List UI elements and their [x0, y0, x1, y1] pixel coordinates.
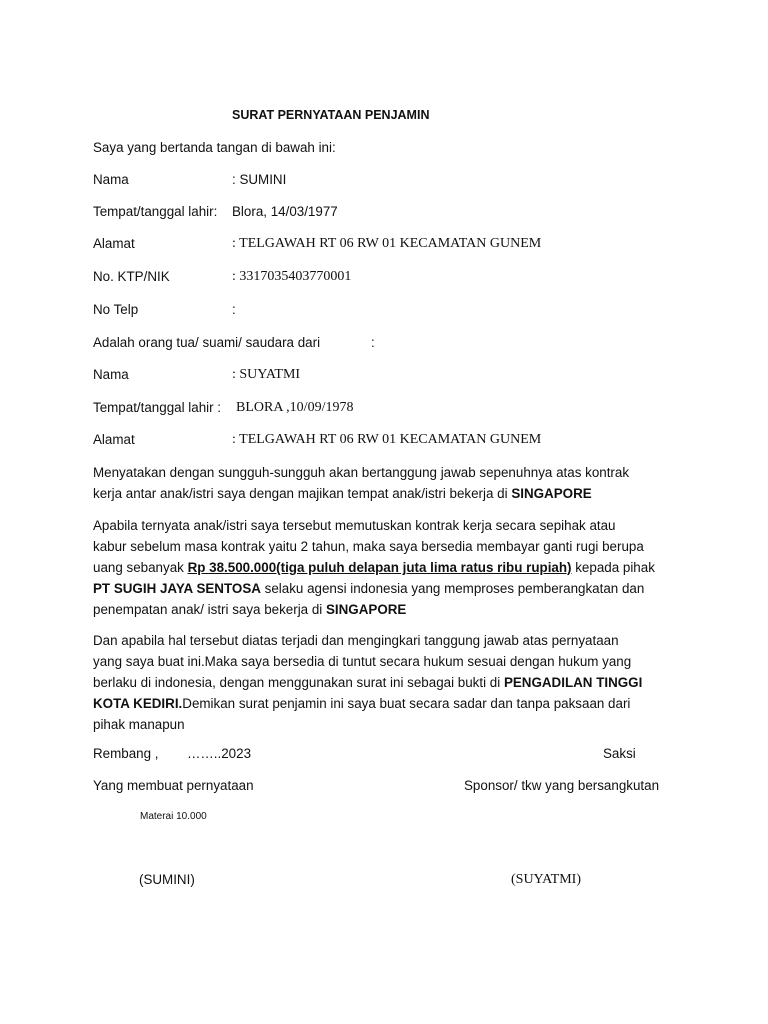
worker-address-value: : TELGAWAH RT 06 RW 01 KECAMATAN GUNEM: [232, 432, 542, 447]
legal-line-1: Dan apabila hal tersebut diatas terjadi dan mengingkari tanggung jawab atas pernyataan: [93, 633, 619, 648]
guarantor-name-value: : SUMINI: [232, 172, 287, 187]
compensation-line-3: [93, 557, 693, 578]
legal-line-5: pihak manapun: [93, 717, 185, 732]
compensation-amount: Rp 38.500.000(tiga puluh delapan juta lima ratus ribu rupiah): [187, 560, 572, 575]
sponsor-label: Sponsor/ tkw yang bersangkutan: [464, 778, 660, 793]
statement-country: SINGAPORE: [511, 486, 592, 501]
guarantor-birth-value: Blora, 14/03/1977: [232, 204, 338, 219]
worker-birth-value: BLORA ,10/09/1978: [236, 400, 354, 415]
maker-label: Yang membuat pernyataan: [93, 778, 254, 793]
court-name: PENGADILAN TINGGI: [503, 675, 643, 690]
document-title: SURAT PERNYATAAN PENJAMIN: [232, 108, 430, 122]
legal-line-3-text: berlaku di indonesia, dengan menggunakan surat ini sebagai bukti di: [93, 675, 504, 690]
relation-colon: :: [371, 335, 375, 350]
legal-line-3: [93, 672, 693, 693]
agency-name: PT SUGIH JAYA SENTOSA: [93, 581, 261, 596]
guarantor-phone-value: :: [232, 302, 236, 317]
legal-line-2: yang saya buat ini.Maka saya bersedia di tuntut secara hukum sesuai dengan hukum yang: [93, 654, 632, 669]
statement-paragraph: [93, 462, 693, 504]
sponsor-name: (SUYATMI): [511, 872, 581, 887]
compensation-line-5: [93, 599, 693, 620]
court-city: KOTA KEDIRI.: [93, 696, 183, 711]
intro-text: Saya yang bertanda tangan di bawah ini:: [93, 140, 336, 155]
guarantor-name-label: Nama: [93, 172, 129, 187]
compensation-paragraph: [93, 515, 693, 620]
compensation-line-4-text: selaku agensi indonesia yang memproses pemberangkatan dan: [260, 581, 645, 596]
compensation-country: SINGAPORE: [325, 602, 407, 617]
guarantor-address-value: : TELGAWAH RT 06 RW 01 KECAMATAN GUNEM: [232, 236, 542, 251]
compensation-line-4: [93, 578, 693, 599]
legal-line-4-text: Demikan surat penjamin ini saya buat secara sadar dan tanpa paksaan dari: [182, 696, 631, 711]
witness-label: Saksi: [603, 746, 636, 761]
relation-label: Adalah orang tua/ suami/ saudara dari: [93, 335, 321, 350]
worker-name-label: Nama: [93, 367, 129, 382]
worker-birth-label: Tempat/tanggal lahir :: [93, 400, 222, 415]
maker-name: (SUMINI): [139, 872, 195, 887]
worker-name-value: : SUYATMI: [232, 367, 301, 382]
compensation-line-5-text: penempatan anak/ istri saya bekerja di: [93, 602, 326, 617]
legal-paragraph: [93, 630, 693, 735]
statement-line-2-text: kerja antar anak/istri saya dengan majikan tempat anak/istri bekerja di: [93, 486, 512, 501]
statement-line-1: Menyatakan dengan sungguh-sungguh akan bertanggung jawab sepenuhnya atas kontrak: [93, 465, 630, 480]
compensation-line-1: Apabila ternyata anak/istri saya tersebut memutuskan kontrak kerja secara sepihak atau: [93, 518, 616, 533]
compensation-line-3-text: uang sebanyak: [93, 560, 188, 575]
signature-date: ……..2023: [187, 746, 252, 761]
compensation-line-2: kabur sebelum masa kontrak yaitu 2 tahun, maka saya bersedia membayar ganti rugi berupa: [93, 539, 644, 554]
guarantor-phone-label: No Telp: [93, 302, 139, 317]
statement-line-2: [93, 483, 693, 504]
guarantor-birth-label: Tempat/tanggal lahir:: [93, 204, 218, 219]
signature-place: Rembang ,: [93, 746, 159, 761]
guarantor-address-label: Alamat: [93, 236, 135, 251]
legal-line-4: [93, 693, 693, 714]
guarantor-ktp-value: : 3317035403770001: [232, 269, 352, 284]
compensation-line-3-end: kepada pihak: [571, 560, 655, 575]
stamp-note: Materai 10.000: [140, 811, 207, 822]
worker-address-label: Alamat: [93, 432, 135, 447]
guarantor-ktp-label: No. KTP/NIK: [93, 269, 170, 284]
